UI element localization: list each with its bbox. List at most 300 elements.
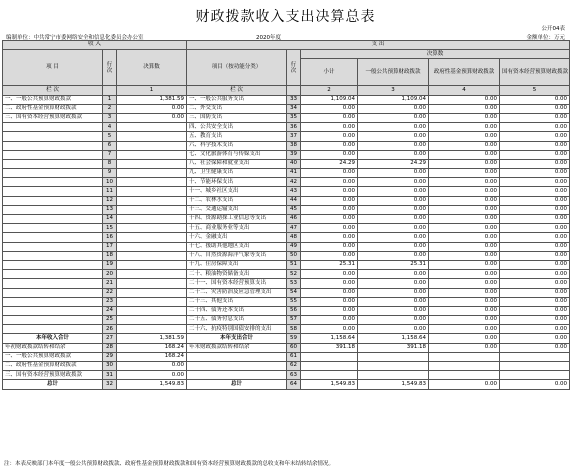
state-capital-cell: [500, 362, 570, 371]
income-item-cell: [3, 279, 103, 288]
page-title: 财政拨款收入支出决算总表: [195, 9, 376, 25]
table-row: [3, 215, 570, 224]
expense-item-cell: [187, 352, 287, 361]
income-line-no-cell: 18: [103, 251, 117, 260]
expense-item-cell: 十五、商业服务业等支出: [187, 224, 287, 233]
state-capital-cell: 0.00: [500, 316, 570, 325]
table-row: [3, 334, 570, 343]
income-item-cell: 二、政府性基金预算财政拨款: [3, 362, 103, 371]
income-line-no-cell: 29: [103, 352, 117, 361]
expense-item-cell: 二十四、债务还本支出: [187, 306, 287, 315]
table-row: [3, 224, 570, 233]
expense-amount-header: 决算数: [301, 50, 570, 59]
table-row: [3, 362, 570, 371]
income-amount-cell: [117, 159, 187, 168]
gov-fund-cell: 0.00: [429, 169, 500, 178]
gov-fund-cell: 0.00: [429, 316, 500, 325]
general-budget-cell: 0.00: [358, 251, 429, 260]
income-item-cell: [3, 205, 103, 214]
column-number: 5: [500, 86, 570, 95]
income-line-no-cell: 12: [103, 196, 117, 205]
form-number: 公开04表: [541, 26, 565, 32]
state-capital-cell: 0.00: [500, 132, 570, 141]
income-item-cell: 年初财政拨款结转和结余: [3, 343, 103, 352]
expense-item-cell: 四、公共安全支出: [187, 123, 287, 132]
income-line-no-cell: 2: [103, 104, 117, 113]
expense-line-no-cell: 64: [287, 380, 301, 389]
general-budget-cell: 0.00: [358, 316, 429, 325]
subtotal-cell: 1,549.83: [301, 380, 358, 389]
expense-line-no-cell: 49: [287, 242, 301, 251]
expense-line-no-cell: 61: [287, 352, 301, 361]
gov-fund-header: 政府性基金预算财政拨款: [429, 59, 500, 86]
general-budget-cell: 0.00: [358, 132, 429, 141]
income-item-cell: [3, 215, 103, 224]
income-amount-cell: 0.00: [117, 104, 187, 113]
table-row: [3, 380, 570, 389]
gov-fund-cell: 0.00: [429, 334, 500, 343]
income-item-cell: 二、政府性基金预算财政拨款: [3, 104, 103, 113]
table-row: [3, 159, 570, 168]
income-line-no-cell: 22: [103, 288, 117, 297]
expense-line-no-cell: 45: [287, 205, 301, 214]
expense-item-cell: 本年支出合计: [187, 334, 287, 343]
income-line-no-cell: 19: [103, 260, 117, 269]
income-amount-cell: [117, 260, 187, 269]
state-capital-cell: 0.00: [500, 279, 570, 288]
income-amount-cell: [117, 178, 187, 187]
gov-fund-cell: 0.00: [429, 224, 500, 233]
general-budget-cell: 0.00: [358, 233, 429, 242]
income-item-cell: [3, 187, 103, 196]
income-line-no-cell: 24: [103, 306, 117, 315]
table-row: [3, 141, 570, 150]
gov-fund-cell: 0.00: [429, 306, 500, 315]
table-row: [3, 169, 570, 178]
general-budget-cell: 1,109.04: [358, 95, 429, 104]
general-budget-cell: 0.00: [358, 104, 429, 113]
subtotal-cell: 0.00: [301, 132, 358, 141]
income-amount-header: 决算数: [117, 50, 187, 86]
table-row: [3, 242, 570, 251]
expense-line-no-header: 行次: [287, 50, 301, 86]
general-budget-cell: 0.00: [358, 205, 429, 214]
state-capital-cell: 0.00: [500, 270, 570, 279]
table-row: [3, 316, 570, 325]
income-item-cell: [3, 123, 103, 132]
expense-item-cell: [187, 362, 287, 371]
income-line-no-cell: 14: [103, 215, 117, 224]
income-amount-cell: [117, 150, 187, 159]
state-capital-cell: 0.00: [500, 242, 570, 251]
income-item-cell: [3, 251, 103, 260]
table-row: [3, 371, 570, 380]
expense-item-cell: 七、文化旅游体育与传媒支出: [187, 150, 287, 159]
gov-fund-cell: 0.00: [429, 251, 500, 260]
subtotal-cell: 1,109.04: [301, 95, 358, 104]
income-item-cell: [3, 178, 103, 187]
income-item-cell: [3, 270, 103, 279]
expense-line-no-cell: 59: [287, 334, 301, 343]
general-budget-cell: 0.00: [358, 113, 429, 122]
subtotal-cell: 25.31: [301, 260, 358, 269]
state-capital-cell: 0.00: [500, 205, 570, 214]
table-row: [3, 132, 570, 141]
income-line-no-cell: 28: [103, 343, 117, 352]
subtotal-header: 小计: [301, 59, 358, 86]
reporting-unit: 编制单位：中共常宁市委网络安全和信息化委员会办公室: [6, 35, 144, 41]
income-item-cell: [3, 224, 103, 233]
income-item-cell: [3, 325, 103, 334]
income-line-no-cell: 7: [103, 150, 117, 159]
income-line-no-cell: 31: [103, 371, 117, 380]
income-item-header: 项 目: [3, 50, 103, 86]
income-item-cell: [3, 132, 103, 141]
table-row: [3, 233, 570, 242]
gov-fund-cell: 0.00: [429, 343, 500, 352]
subtotal-cell: 0.00: [301, 233, 358, 242]
general-budget-cell: 0.00: [358, 196, 429, 205]
expense-line-no-cell: 42: [287, 178, 301, 187]
income-line-no-cell: 21: [103, 279, 117, 288]
subtotal-cell: 0.00: [301, 205, 358, 214]
income-line-no-cell: 1: [103, 95, 117, 104]
subtotal-cell: 0.00: [301, 251, 358, 260]
expense-item-header: 项目（按功能分类）: [187, 50, 287, 86]
expense-item-cell: 年末财政拨款结转和结余: [187, 343, 287, 352]
income-amount-cell: [117, 288, 187, 297]
expense-line-no-cell: 54: [287, 288, 301, 297]
column-label: 栏 次: [3, 86, 103, 95]
subtotal-cell: 0.00: [301, 178, 358, 187]
income-amount-cell: 0.00: [117, 371, 187, 380]
expense-line-no-cell: 57: [287, 316, 301, 325]
income-item-cell: 一、一般公共预算财政拨款: [3, 95, 103, 104]
expense-line-no-cell: 40: [287, 159, 301, 168]
expense-line-no-cell: 62: [287, 362, 301, 371]
income-amount-cell: [117, 242, 187, 251]
income-amount-cell: [117, 123, 187, 132]
state-capital-cell: 0.00: [500, 343, 570, 352]
expense-line-no-cell: 58: [287, 325, 301, 334]
expense-line-no-cell: 33: [287, 95, 301, 104]
expense-line-no-cell: 55: [287, 297, 301, 306]
expense-item-cell: 八、社会保障和就业支出: [187, 159, 287, 168]
gov-fund-cell: 0.00: [429, 233, 500, 242]
expense-item-cell: 六、科学技术支出: [187, 141, 287, 150]
expense-item-cell: 十三、交通运输支出: [187, 205, 287, 214]
income-line-no-header: 行次: [103, 50, 117, 86]
state-capital-cell: 0.00: [500, 215, 570, 224]
income-line-no-cell: 16: [103, 233, 117, 242]
income-item-cell: 三、国有资本经营预算财政拨款: [3, 371, 103, 380]
expense-item-cell: 五、教育支出: [187, 132, 287, 141]
income-amount-cell: [117, 205, 187, 214]
expense-item-cell: 十一、城乡社区支出: [187, 187, 287, 196]
income-item-cell: [3, 233, 103, 242]
expense-header: 支 出: [187, 41, 570, 50]
gov-fund-cell: 0.00: [429, 95, 500, 104]
expense-item-cell: 总计: [187, 380, 287, 389]
gov-fund-cell: 0.00: [429, 288, 500, 297]
gov-fund-cell: 0.00: [429, 104, 500, 113]
income-amount-cell: [117, 251, 187, 260]
expense-line-no-cell: 38: [287, 141, 301, 150]
general-budget-header: 一般公共预算财政拨款: [358, 59, 429, 86]
gov-fund-cell: 0.00: [429, 132, 500, 141]
income-amount-cell: 1,381.59: [117, 334, 187, 343]
gov-fund-cell: 0.00: [429, 178, 500, 187]
state-capital-cell: 0.00: [500, 104, 570, 113]
state-capital-header: 国有资本经营预算财政拨款: [500, 59, 570, 86]
expense-line-no-cell: 48: [287, 233, 301, 242]
subtotal-cell: 0.00: [301, 196, 358, 205]
state-capital-cell: 0.00: [500, 224, 570, 233]
income-amount-cell: 1,549.83: [117, 380, 187, 389]
subtotal-cell: 0.00: [301, 150, 358, 159]
income-line-no-cell: 9: [103, 169, 117, 178]
expense-item-cell: 十、节能环保支出: [187, 178, 287, 187]
income-line-no-cell: 4: [103, 123, 117, 132]
state-capital-cell: 0.00: [500, 196, 570, 205]
footnote: 注：本表反映部门本年度一般公共预算财政拨款、政府性基金预算财政拨款和国有资本经营预算财政拨款的总收支和年末结转结余情况。: [4, 461, 335, 467]
subtotal-cell: [301, 362, 358, 371]
expense-line-no-cell: 56: [287, 306, 301, 315]
subtotal-cell: 1,158.64: [301, 334, 358, 343]
state-capital-cell: 0.00: [500, 325, 570, 334]
income-line-no-cell: 3: [103, 113, 117, 122]
subtotal-cell: 0.00: [301, 270, 358, 279]
income-line-no-cell: 32: [103, 380, 117, 389]
expense-item-cell: 十七、援助其他地区支出: [187, 242, 287, 251]
income-line-no-cell: 27: [103, 334, 117, 343]
income-amount-cell: 0.00: [117, 113, 187, 122]
gov-fund-cell: 0.00: [429, 260, 500, 269]
income-item-cell: 一、一般公共预算财政拨款: [3, 352, 103, 361]
income-amount-cell: [117, 306, 187, 315]
expense-line-no-cell: 47: [287, 224, 301, 233]
table-row: [3, 325, 570, 334]
expense-item-cell: 二十一、国有资本经营预算支出: [187, 279, 287, 288]
table-row: [3, 260, 570, 269]
state-capital-cell: 0.00: [500, 251, 570, 260]
gov-fund-cell: 0.00: [429, 123, 500, 132]
expense-item-cell: 二十六、抗疫特别国债安排的支出: [187, 325, 287, 334]
gov-fund-cell: 0.00: [429, 325, 500, 334]
income-item-cell: 总计: [3, 380, 103, 389]
expense-item-cell: 九、卫生健康支出: [187, 169, 287, 178]
column-label: 栏 次: [187, 86, 287, 95]
expense-item-cell: 二十、粮油物资储备支出: [187, 270, 287, 279]
expense-item-cell: 二十五、债务付息支出: [187, 316, 287, 325]
gov-fund-cell: 0.00: [429, 150, 500, 159]
gov-fund-cell: 0.00: [429, 113, 500, 122]
income-amount-cell: [117, 325, 187, 334]
expense-item-cell: 二、外交支出: [187, 104, 287, 113]
income-line-no-cell: 20: [103, 270, 117, 279]
general-budget-cell: 0.00: [358, 178, 429, 187]
table-row: [3, 306, 570, 315]
expense-item-cell: 十二、农林水支出: [187, 196, 287, 205]
general-budget-cell: 0.00: [358, 279, 429, 288]
table-row: [3, 343, 570, 352]
table-row: [3, 95, 570, 104]
state-capital-cell: 0.00: [500, 187, 570, 196]
income-item-cell: [3, 260, 103, 269]
expense-line-no-cell: 36: [287, 123, 301, 132]
general-budget-cell: 0.00: [358, 270, 429, 279]
income-item-cell: [3, 297, 103, 306]
income-amount-cell: 1,381.59: [117, 95, 187, 104]
expense-line-no-cell: 63: [287, 371, 301, 380]
general-budget-cell: 0.00: [358, 141, 429, 150]
gov-fund-cell: 0.00: [429, 215, 500, 224]
state-capital-cell: 0.00: [500, 297, 570, 306]
expense-line-no-cell: 50: [287, 251, 301, 260]
income-item-cell: [3, 159, 103, 168]
subtotal-cell: 0.00: [301, 187, 358, 196]
income-amount-cell: 168.24: [117, 352, 187, 361]
income-line-no-cell: 25: [103, 316, 117, 325]
expense-line-no-cell: 37: [287, 132, 301, 141]
gov-fund-cell: 0.00: [429, 297, 500, 306]
income-amount-cell: [117, 215, 187, 224]
income-amount-cell: [117, 196, 187, 205]
subtotal-cell: 0.00: [301, 141, 358, 150]
table-row: [3, 196, 570, 205]
income-line-no-cell: 11: [103, 187, 117, 196]
income-item-cell: [3, 169, 103, 178]
subtotal-cell: 0.00: [301, 242, 358, 251]
state-capital-cell: 0.00: [500, 334, 570, 343]
expense-item-cell: 十六、金融支出: [187, 233, 287, 242]
gov-fund-cell: [429, 371, 500, 380]
table-row: [3, 104, 570, 113]
income-item-cell: [3, 242, 103, 251]
general-budget-cell: 0.00: [358, 123, 429, 132]
general-budget-cell: 0.00: [358, 288, 429, 297]
subtotal-cell: 391.18: [301, 343, 358, 352]
expense-line-no-cell: 46: [287, 215, 301, 224]
income-line-no-cell: 30: [103, 362, 117, 371]
subtotal-cell: [301, 371, 358, 380]
gov-fund-cell: 0.00: [429, 196, 500, 205]
table-row: [3, 150, 570, 159]
table-row: [3, 178, 570, 187]
income-line-no-cell: 8: [103, 159, 117, 168]
gov-fund-cell: [429, 352, 500, 361]
subtotal-cell: 0.00: [301, 215, 358, 224]
general-budget-cell: 0.00: [358, 224, 429, 233]
table-row: [3, 123, 570, 132]
income-line-no-cell: 26: [103, 325, 117, 334]
table-row: [3, 251, 570, 260]
income-line-no-cell: 23: [103, 297, 117, 306]
income-amount-cell: [117, 279, 187, 288]
subtotal-cell: 0.00: [301, 224, 358, 233]
income-amount-cell: 0.00: [117, 362, 187, 371]
state-capital-cell: 0.00: [500, 141, 570, 150]
expense-item-cell: 二十三、其他支出: [187, 297, 287, 306]
income-amount-cell: [117, 316, 187, 325]
gov-fund-cell: 0.00: [429, 141, 500, 150]
general-budget-cell: 391.18: [358, 343, 429, 352]
column-number: 4: [429, 86, 500, 95]
expense-item-cell: [187, 371, 287, 380]
income-line-no-cell: 6: [103, 141, 117, 150]
state-capital-cell: 0.00: [500, 113, 570, 122]
money-unit: 金额单位：万元: [526, 35, 565, 41]
income-item-cell: [3, 316, 103, 325]
gov-fund-cell: [429, 362, 500, 371]
expense-line-no-cell: 35: [287, 113, 301, 122]
subtotal-cell: 0.00: [301, 306, 358, 315]
general-budget-cell: 0.00: [358, 325, 429, 334]
subtotal-cell: 0.00: [301, 123, 358, 132]
income-amount-cell: [117, 169, 187, 178]
state-capital-cell: [500, 371, 570, 380]
state-capital-cell: 0.00: [500, 159, 570, 168]
expense-item-cell: 十八、自然资源海洋气象等支出: [187, 251, 287, 260]
expense-item-cell: 十九、住房保障支出: [187, 260, 287, 269]
expense-item-cell: 十四、资源勘探工业信息等支出: [187, 215, 287, 224]
state-capital-cell: 0.00: [500, 150, 570, 159]
table-row: [3, 279, 570, 288]
state-capital-cell: 0.00: [500, 380, 570, 389]
expense-line-no-cell: 52: [287, 270, 301, 279]
general-budget-cell: [358, 352, 429, 361]
gov-fund-cell: 0.00: [429, 205, 500, 214]
subtotal-cell: 0.00: [301, 288, 358, 297]
general-budget-cell: 0.00: [358, 215, 429, 224]
general-budget-cell: 0.00: [358, 187, 429, 196]
subtotal-cell: 0.00: [301, 316, 358, 325]
fiscal-year: 2020年度: [256, 35, 281, 41]
income-item-cell: 本年收入合计: [3, 334, 103, 343]
expense-item-cell: 二十二、灾害防治及应急管理支出: [187, 288, 287, 297]
subtotal-cell: [301, 352, 358, 361]
general-budget-cell: [358, 362, 429, 371]
income-amount-cell: [117, 233, 187, 242]
income-amount-cell: [117, 297, 187, 306]
state-capital-cell: [500, 352, 570, 361]
column-number-row: [3, 86, 570, 95]
subtotal-cell: 0.00: [301, 325, 358, 334]
general-budget-cell: [358, 371, 429, 380]
general-budget-cell: 1,158.64: [358, 334, 429, 343]
gov-fund-cell: 0.00: [429, 159, 500, 168]
income-amount-cell: [117, 224, 187, 233]
income-line-no-cell: 13: [103, 205, 117, 214]
subtotal-cell: 0.00: [301, 113, 358, 122]
gov-fund-cell: 0.00: [429, 380, 500, 389]
general-budget-cell: 25.31: [358, 260, 429, 269]
state-capital-cell: 0.00: [500, 288, 570, 297]
state-capital-cell: 0.00: [500, 169, 570, 178]
general-budget-cell: 24.29: [358, 159, 429, 168]
expense-line-no-cell: 60: [287, 343, 301, 352]
subtotal-cell: 0.00: [301, 104, 358, 113]
income-header: 收 入: [3, 41, 187, 50]
general-budget-cell: 0.00: [358, 297, 429, 306]
expense-line-no-cell: 39: [287, 150, 301, 159]
state-capital-cell: 0.00: [500, 95, 570, 104]
income-item-cell: 三、国有资本经营预算财政拨款: [3, 113, 103, 122]
income-item-cell: [3, 196, 103, 205]
income-amount-cell: [117, 141, 187, 150]
table-row: [3, 288, 570, 297]
general-budget-cell: 0.00: [358, 306, 429, 315]
